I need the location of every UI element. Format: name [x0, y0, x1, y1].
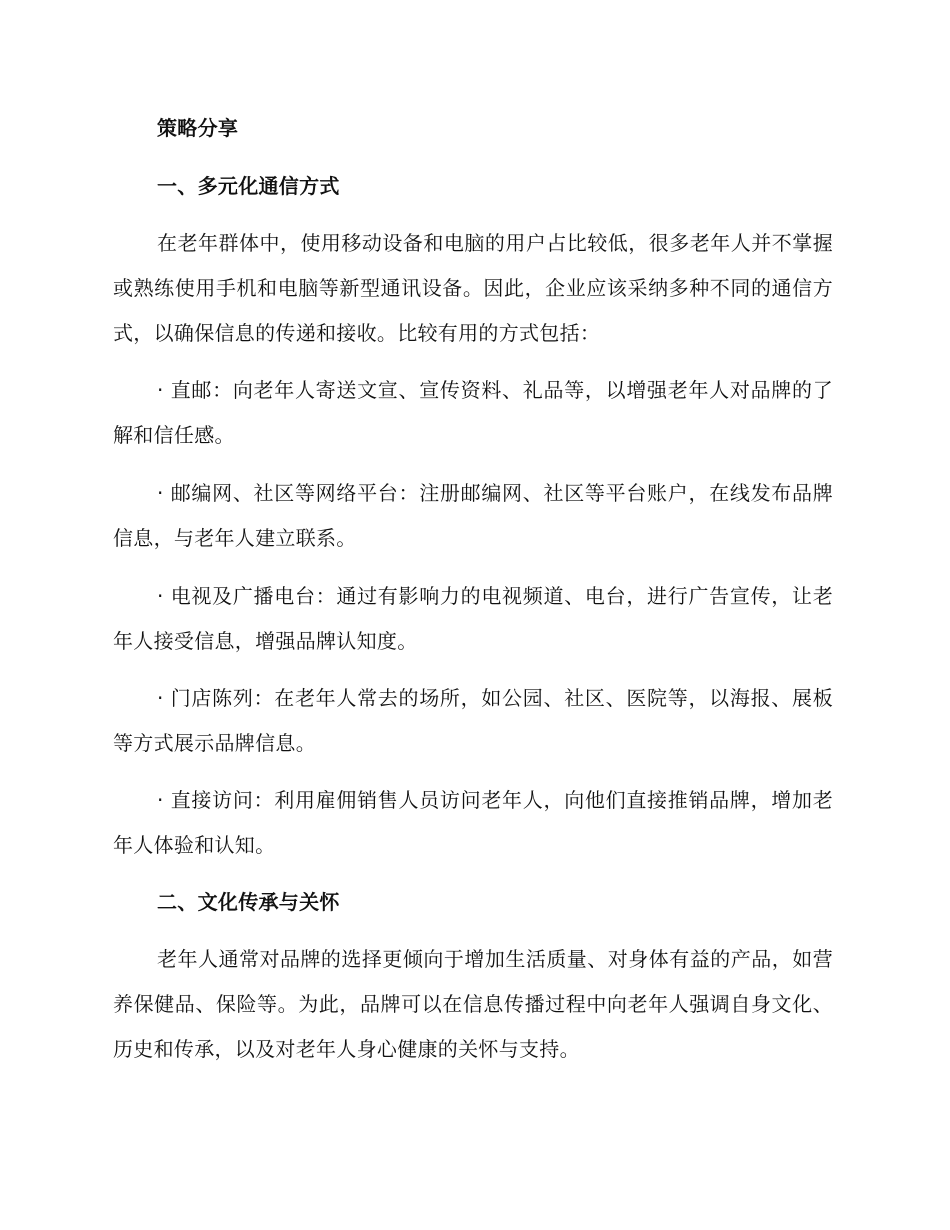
document-title: 策略分享: [157, 116, 239, 140]
bullet-online-platforms: · 邮编网、社区等网络平台：注册邮编网、社区等平台账户，在线发布品牌信息，与老年人建立联系。: [113, 481, 833, 550]
bullet-tv-radio: · 电视及广播电台：通过有影响力的电视频道、电台，进行广告宣传，让老年人接受信息，增强品牌认知度。: [113, 584, 833, 653]
section-heading-1: 一、多元化通信方式: [157, 174, 340, 198]
bullet-direct-visit: · 直接访问：利用雇佣销售人员访问老年人，向他们直接推销品牌，增加老年人体验和认知。: [113, 788, 833, 857]
section-heading-2: 二、文化传承与关怀: [157, 890, 340, 914]
section-1-intro-paragraph: 在老年群体中，使用移动设备和电脑的用户占比较低，很多老年人并不掌握或熟练使用手机和电脑等新型通讯设备。因此，企业应该采纳多种不同的通信方式，以确保信息的传递和接收。比较有用的方式包括：: [113, 231, 833, 345]
section-2-body-paragraph: 老年人通常对品牌的选择更倾向于增加生活质量、对身体有益的产品，如营养保健品、保险等。为此，品牌可以在信息传播过程中向老年人强调自身文化、历史和传承，以及对老年人身心健康的关怀与支持。: [113, 947, 833, 1061]
bullet-store-display: · 门店陈列：在老年人常去的场所，如公园、社区、医院等，以海报、展板等方式展示品牌信息。: [113, 686, 833, 755]
bullet-direct-mail: · 直邮：向老年人寄送文宣、宣传资料、礼品等，以增强老年人对品牌的了解和信任感。: [113, 378, 833, 447]
